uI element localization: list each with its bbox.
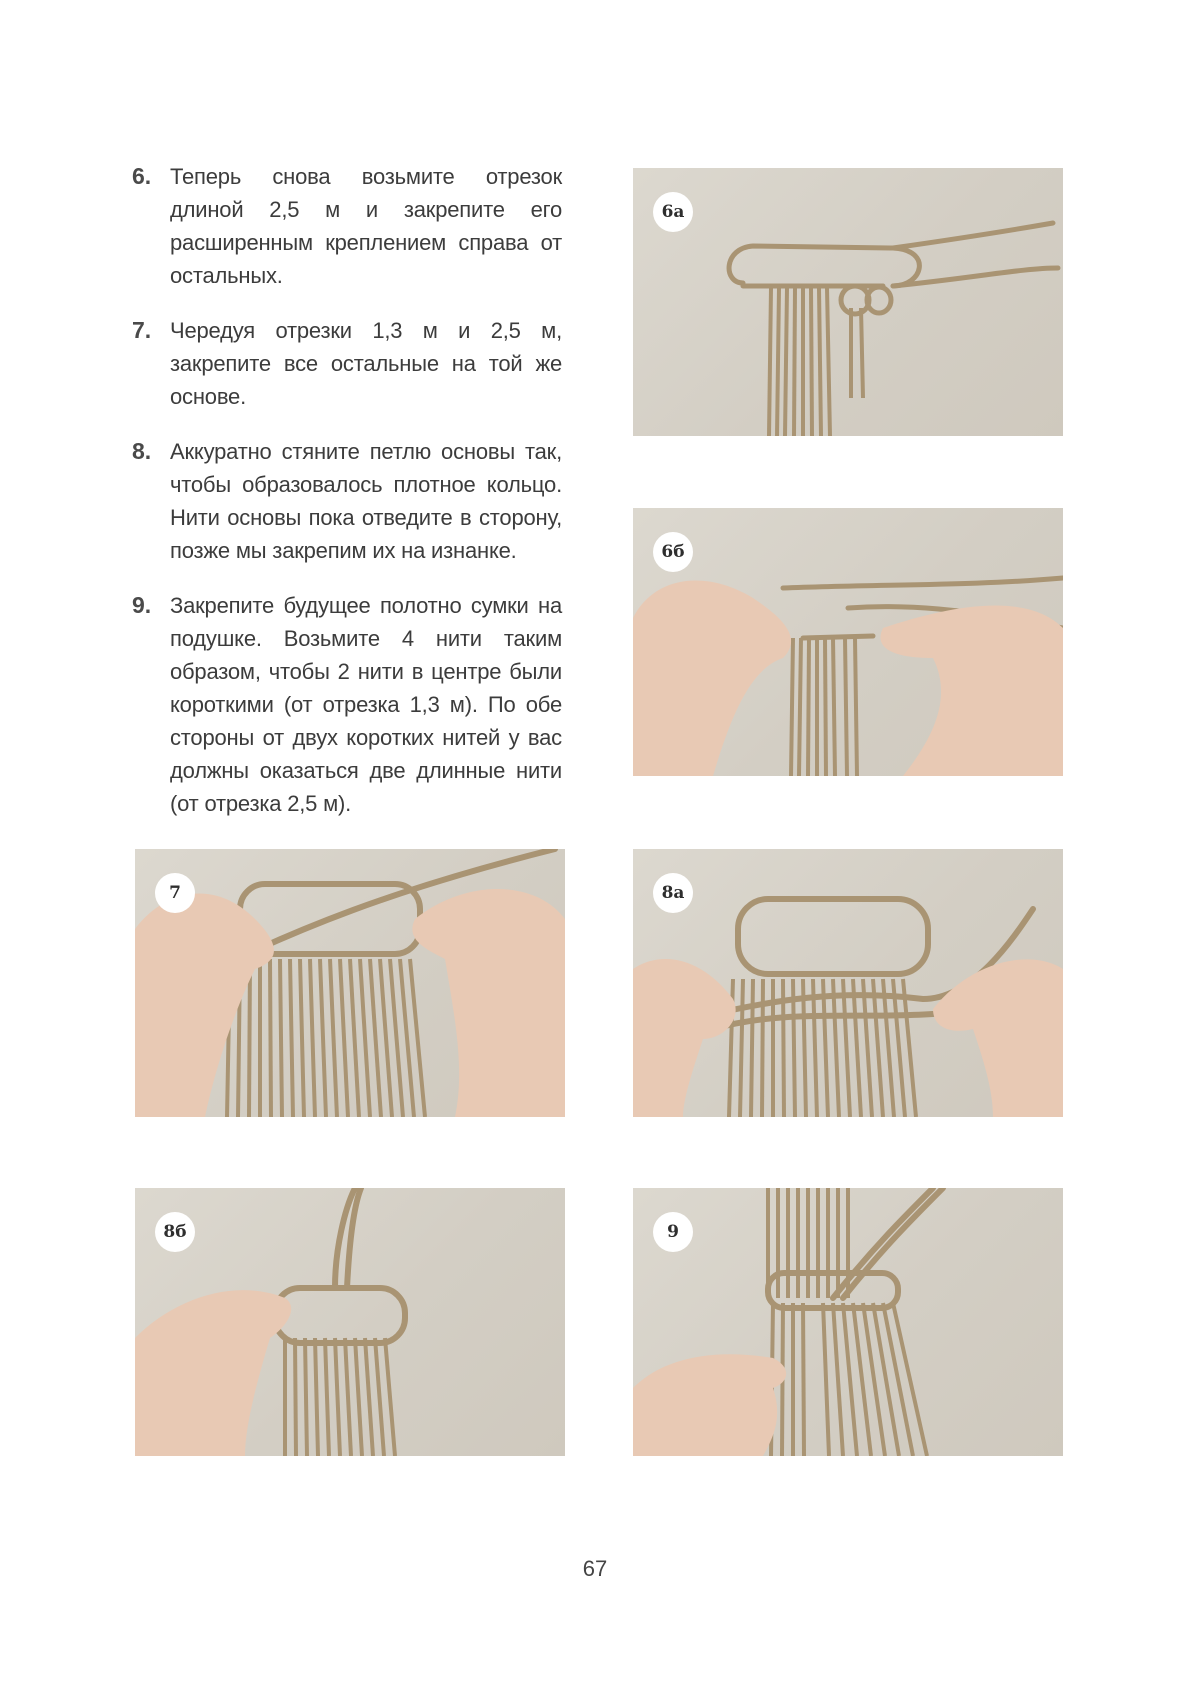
macrame-illustration — [633, 168, 1063, 436]
step-text: Чередуя отрезки 1,3 м и 2,5 м, закрепите все остальные на той же основе. — [170, 318, 562, 409]
step-text: Аккуратно стяните петлю основы так, чтобы образовалось плотное кольцо. Нити основы пока отведите в сторону, позже мы закрепим их на изнанке. — [170, 439, 562, 563]
step-number: 9. — [132, 592, 152, 618]
photo-label: 9 — [653, 1212, 693, 1252]
step-7 — [132, 314, 562, 413]
macrame-illustration — [135, 849, 565, 1117]
step-6 — [132, 160, 562, 292]
photo-8b — [135, 1188, 565, 1456]
photo-7 — [135, 849, 565, 1117]
photo-label: 6а — [653, 192, 693, 232]
photo-label: 8б — [155, 1212, 195, 1252]
step-number: 7. — [132, 317, 152, 343]
photo-8a — [633, 849, 1063, 1117]
step-text: Закрепите будущее полотно сумки на подушке. Возьмите 4 нити таким образом, чтобы 2 нити в центре были короткими (от отрезка 1,3 м). По обе стороны от двух коротких нитей у вас должны оказаться две длинные нити (от отрезка 2,5 м). — [170, 593, 562, 816]
macrame-illustration — [135, 1188, 565, 1456]
photo-9 — [633, 1188, 1063, 1456]
photo-label: 6б — [653, 532, 693, 572]
page-number: 67 — [582, 1556, 608, 1581]
photo-6b — [633, 508, 1063, 776]
step-number: 8. — [132, 438, 152, 464]
step-8 — [132, 435, 562, 567]
photo-6a — [633, 168, 1063, 436]
macrame-illustration — [633, 849, 1063, 1117]
step-9 — [132, 589, 562, 820]
step-number: 6. — [132, 163, 152, 189]
macrame-illustration — [633, 1188, 1063, 1456]
instruction-steps — [132, 160, 562, 842]
step-text: Теперь снова возьмите отрезок длиной 2,5 м и закрепите его расширенным креплением справа от остальных. — [170, 164, 562, 288]
photo-label: 7 — [155, 873, 195, 913]
macrame-illustration — [633, 508, 1063, 776]
photo-label: 8а — [653, 873, 693, 913]
